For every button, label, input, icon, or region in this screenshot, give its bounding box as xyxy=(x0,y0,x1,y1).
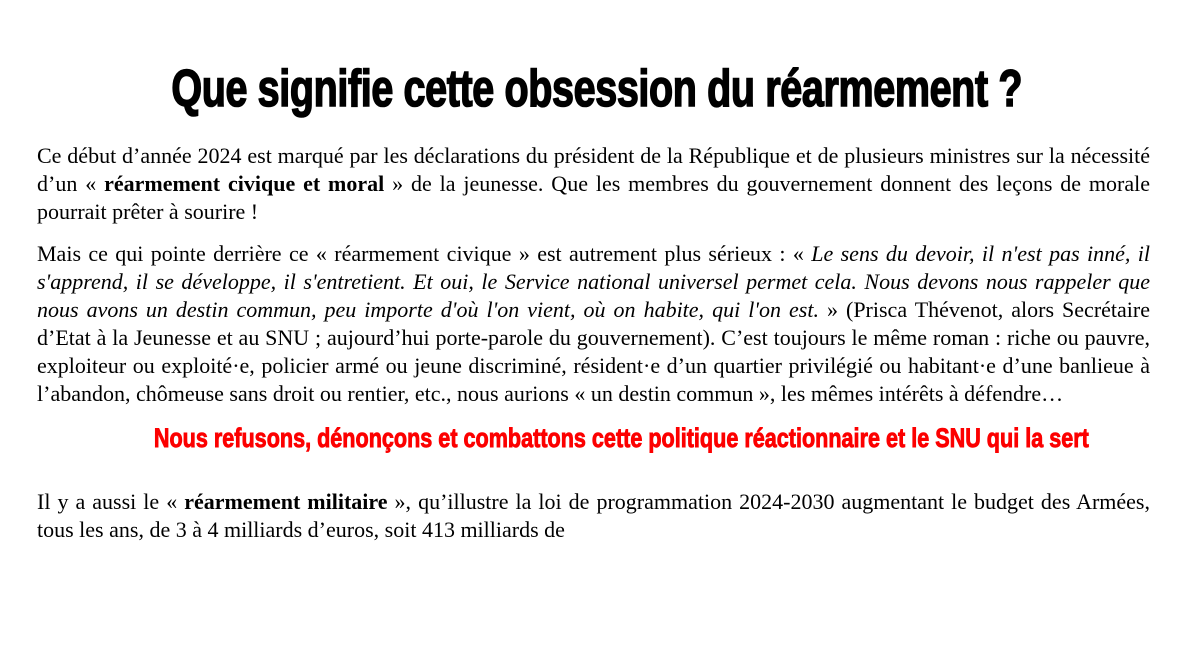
document xyxy=(0,60,1200,663)
page-title xyxy=(37,60,1150,118)
military-lead-text: Il y a aussi le « xyxy=(37,489,185,514)
slogan-heading xyxy=(37,425,1150,452)
military-bold-text: réarmement militaire xyxy=(184,489,388,514)
quote-tail-text: » (Prisca Thévenot, alors Secrétaire d’Etat à la Jeunesse et au SNU ; aujourd’hui porte-parole du gouvernement). C’est toujours le même roman : riche ou pauvre, exploiteur ou exploité·e, policier armé ou jeune discriminé, résident·e d’un quartier privilégié ou habitant·e d’une banlieue à l’abandon, chômeuse sans droit ou rentier, etc., nous aurions « un destin commun », les mêmes intérêts à défendre… xyxy=(37,297,1150,406)
quote-italic-text: Le sens du devoir, il n'est pas inné, il s'apprend, il se développe, il s'entretient. Et oui, le Service national universel permet cela. Nous devons nous rappeler que nous avons un destin commun, peu importe d'où l'on vient, où on habite, qui l'on est. xyxy=(37,241,1151,322)
military-tail-text: », qu’illustre la loi de programmation 2024-2030 augmentant le budget des Armées, tous les ans, de 3 à 4 milliards d’euros, soit 413 milliards de xyxy=(37,489,1150,542)
page-title-text: Que signifie cette obsession du réarmement ? xyxy=(171,60,1023,118)
slogan-text: Nous refusons, dénonçons et combattons cette politique réactionnaire et le SNU qui la sert xyxy=(153,423,1089,453)
page xyxy=(0,60,1200,663)
intro-lead-text: Ce début d’année 2024 est marqué par les déclarations du président de la République et de plusieurs ministres sur la nécessité d’un « xyxy=(37,143,1150,196)
intro-bold-text: réarmement civique et moral xyxy=(104,171,385,196)
intro-tail-text: » de la jeunesse. Que les membres du gouvernement donnent des leçons de morale pourrait prêter à sourire ! xyxy=(37,171,1151,224)
military-paragraph xyxy=(37,488,1150,544)
quote-paragraph xyxy=(37,240,1150,408)
quote-lead-text: Mais ce qui pointe derrière ce « réarmement civique » est autrement plus sérieux : « xyxy=(37,241,812,266)
intro-paragraph xyxy=(37,142,1150,226)
